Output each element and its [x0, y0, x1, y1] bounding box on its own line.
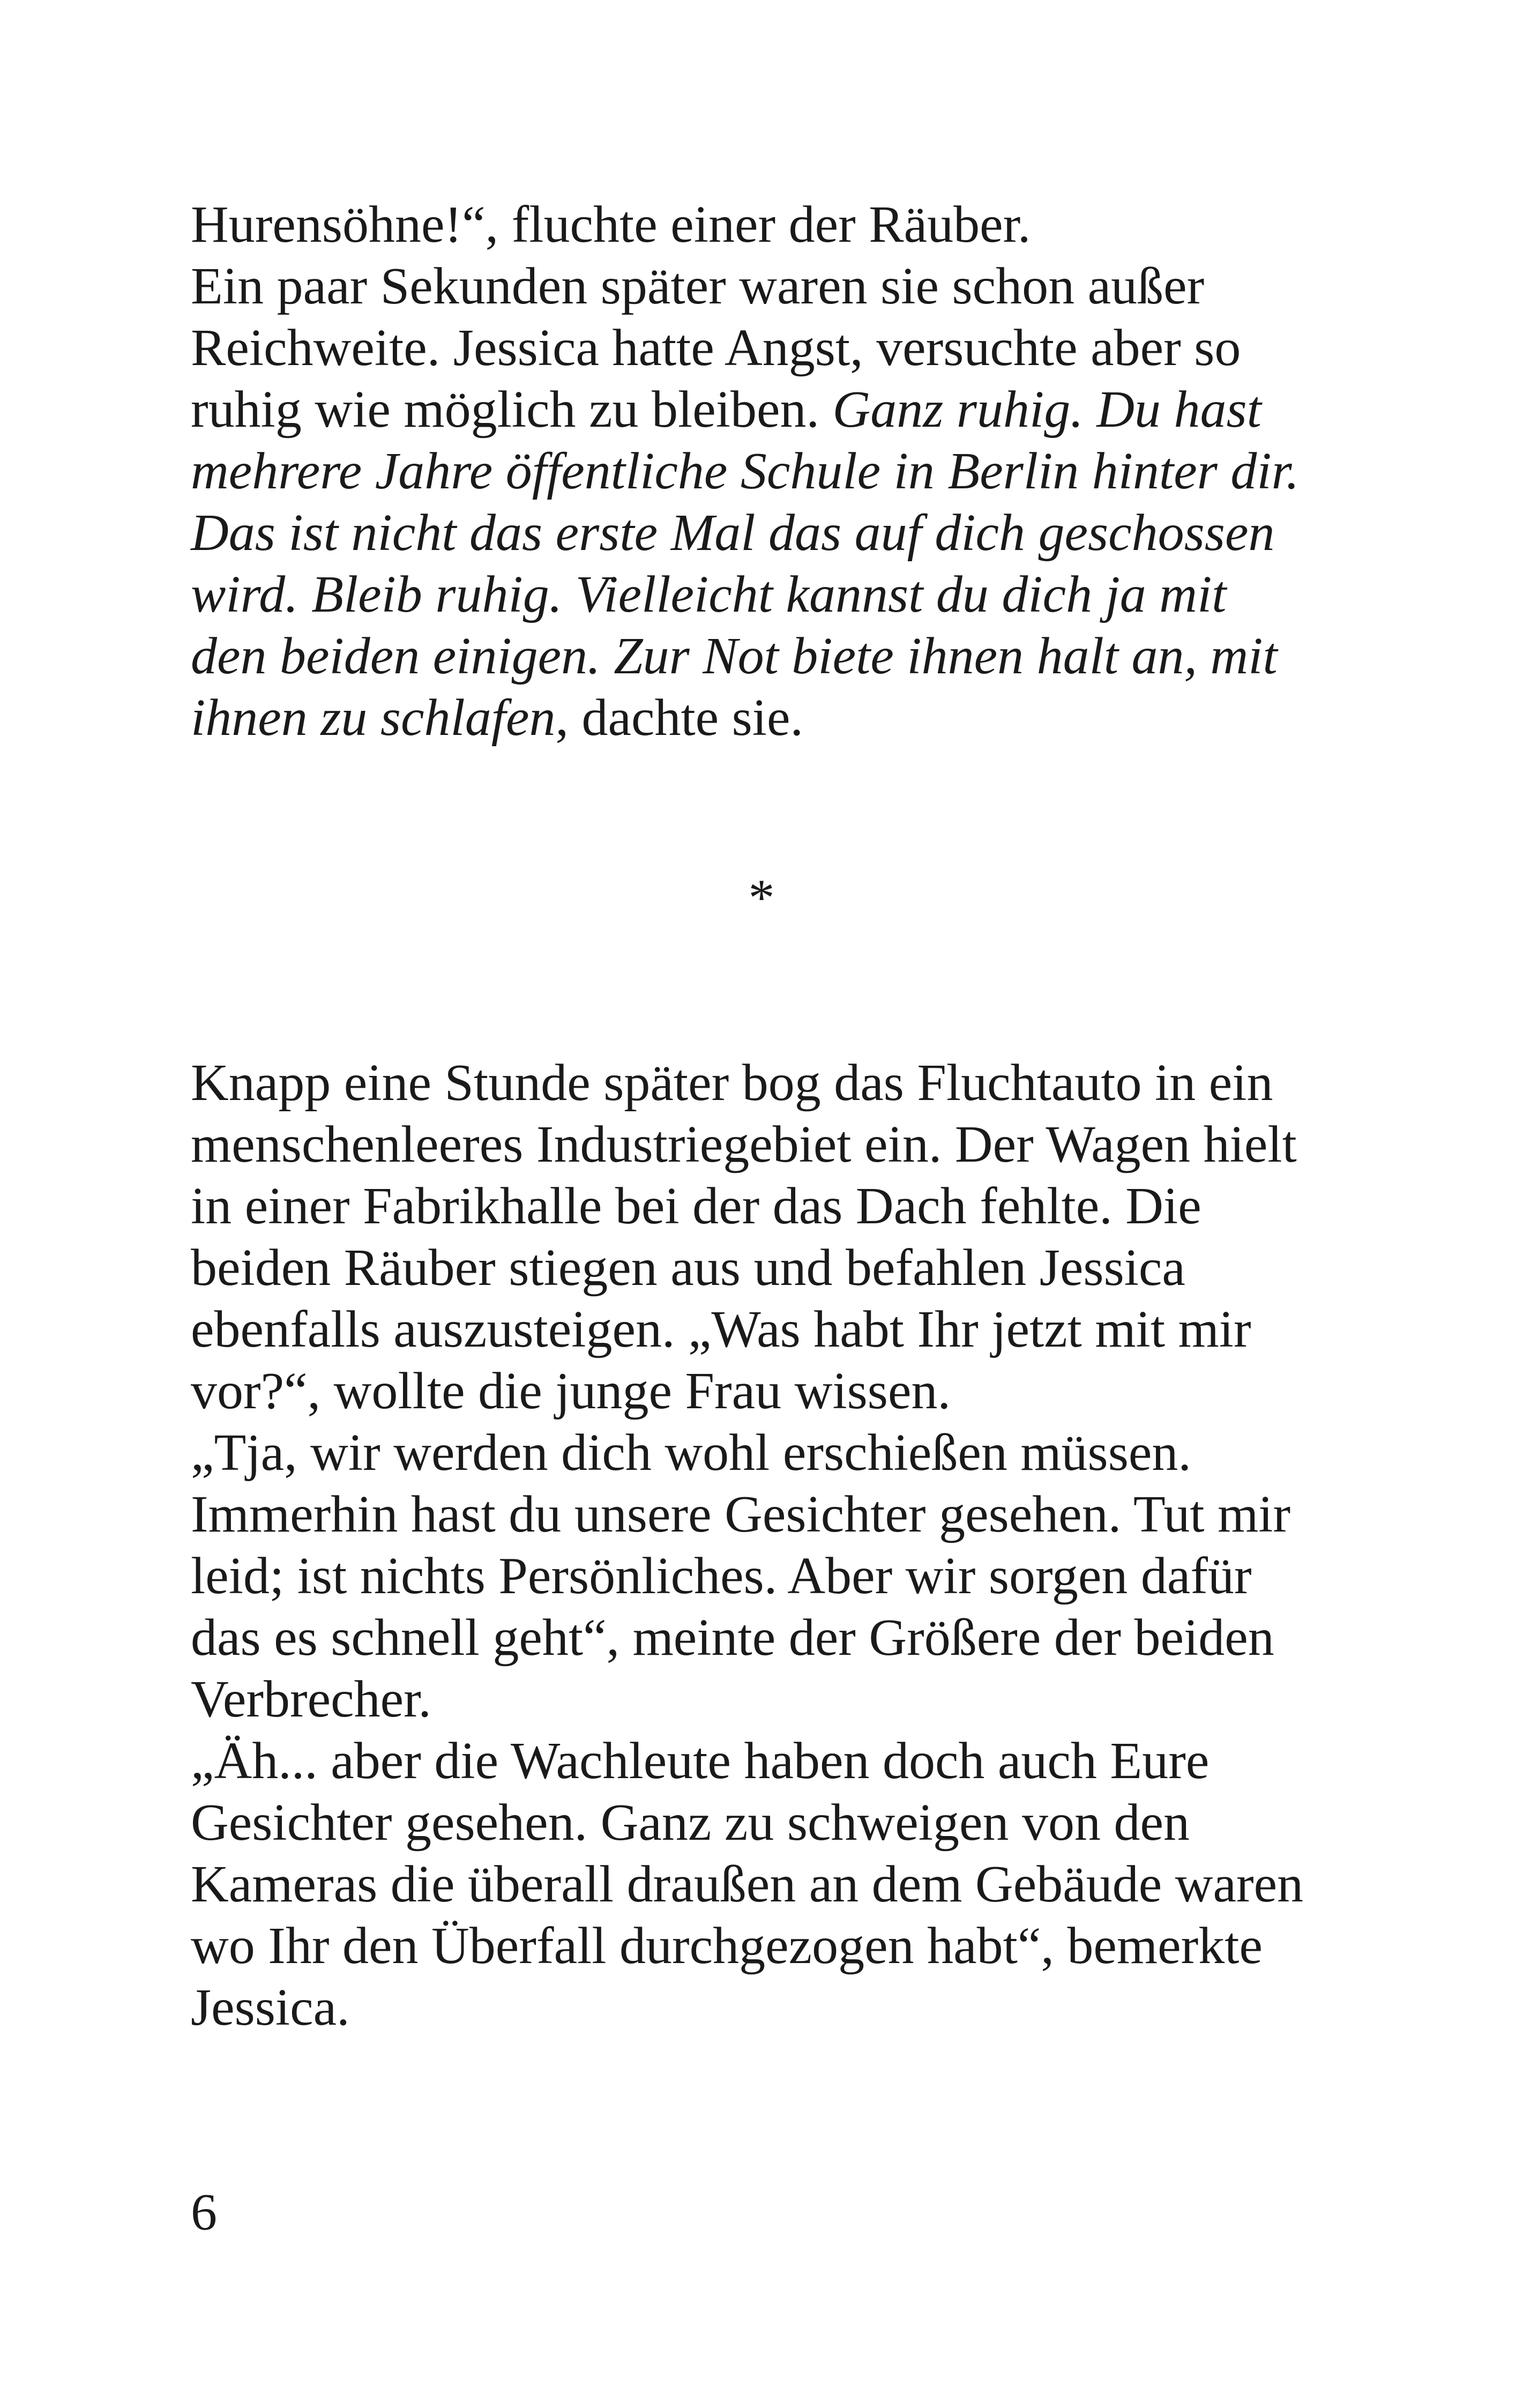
text-line: [191, 441, 1348, 502]
text-run: , dachte sie.: [555, 689, 804, 747]
text-line: beiden Räuber stiegen aus und befahlen Jessica: [191, 1239, 1185, 1297]
text-line: Ein paar Sekunden später waren sie schon außer: [191, 257, 1205, 315]
text-line: [191, 626, 1348, 687]
text-line: wo Ihr den Überfall durchgezogen habt“, bemerkte: [191, 1917, 1263, 1975]
text-line: ebenfalls auszusteigen. „Was habt Ihr jetzt mit mir: [191, 1300, 1251, 1358]
text-line: Jessica.: [191, 1979, 350, 2037]
text-line: [191, 687, 1348, 749]
text-line: vor?“, wollte die junge Frau wissen.: [191, 1362, 951, 1420]
section-separator: [0, 867, 1523, 929]
text-line: [191, 564, 1348, 626]
italic-thought: Das ist nicht das erste Mal das auf dich geschossen: [191, 504, 1275, 562]
text-line: leid; ist nichts Persönliches. Aber wir sorgen dafür: [191, 1547, 1252, 1605]
text-line: Immerhin hast du unsere Gesichter gesehen. Tut mir: [191, 1485, 1291, 1543]
italic-thought: wird. Bleib ruhig. Vielleicht kannst du dich ja mit: [191, 566, 1227, 623]
text-line: [191, 502, 1348, 564]
text-line: das es schnell geht“, meinte der Größere der beiden: [191, 1609, 1274, 1667]
italic-thought: den beiden einigen. Zur Not biete ihnen halt an, mit: [191, 627, 1278, 685]
text-line: [191, 379, 1348, 441]
text-line: Verbrecher.: [191, 1670, 431, 1728]
text-line: Knapp eine Stunde später bog das Fluchtauto in ein: [191, 1054, 1273, 1112]
text-line: Kameras die überall draußen an dem Gebäude waren: [191, 1855, 1304, 1913]
separator-asterisk: *: [748, 869, 775, 927]
text-line: „Tja, wir werden dich wohl erschießen müssen.: [191, 1424, 1191, 1482]
text-run: ruhig wie möglich zu bleiben.: [191, 381, 833, 439]
text-line: „Äh... aber die Wachleute haben doch auch Eure: [191, 1732, 1210, 1790]
paragraph-opening: [191, 194, 1348, 749]
page-number: 6: [191, 2183, 217, 2241]
text-line: in einer Fabrikhalle bei der das Dach fehlte. Die: [191, 1177, 1201, 1235]
italic-thought: mehrere Jahre öffentliche Schule in Berlin hinter dir.: [191, 442, 1300, 500]
text-line: Gesichter gesehen. Ganz zu schweigen von den: [191, 1794, 1190, 1852]
italic-thought: ihnen zu schlafen: [191, 689, 556, 747]
text-line: menschenleeres Industriegebiet ein. Der Wagen hielt: [191, 1116, 1297, 1173]
text-line: Hurensöhne!“, fluchte einer der Räuber.: [191, 196, 1031, 254]
paragraph-main: [191, 1052, 1348, 2039]
text-line: Reichweite. Jessica hatte Angst, versuchte aber so: [191, 319, 1241, 377]
italic-thought: Ganz ruhig. Du hast: [832, 381, 1261, 439]
